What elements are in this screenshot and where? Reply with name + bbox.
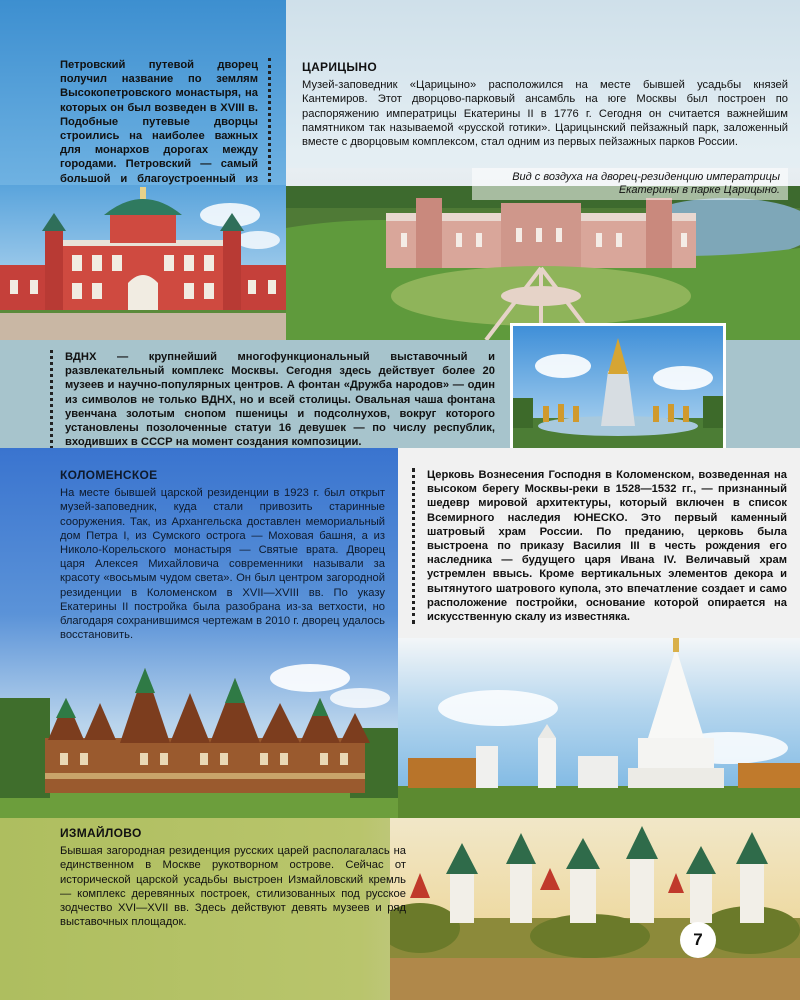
kolomenskoe-heading: КОЛОМЕНСКОЕ — [60, 468, 158, 482]
tsaritsyno-section — [286, 0, 800, 340]
petrovsky-palace-photo — [0, 185, 286, 340]
izmailovo-heading: ИЗМАЙЛОВО — [60, 826, 142, 840]
vdnh-text: ВДНХ — крупнейший многофункциональный выставочный и развлекательный комплекс Москвы. Сегодня здесь действует более 20 музеев и научно-популярных центров. А фонтан «Дружба народов» — один из символов не только ВДНХ, но и всей столицы. Овальная чаша фонтана увенчана золотым снопом пшеницы и подсолнухов, вокруг которого установлены позолоченные статуи 16 девушек — по числу республик, входивших в СССР на момент создания композиции. — [50, 350, 495, 448]
kolomenskoe-text: На месте бывшей царской резиденции в 1923 г. был открыт музей-заповедник, куда стали привозить старинные сооружения. Так, из Архангельска доставлен мемориальный дом Петра I, из Сумского острога — Моховая башня, а из Николо-Корельского монастыря — Святые врата. Дворец царя Алексея Михайловича современники называли за красоту «восьмым чудом света». Он был центром загородной резиденции в Коломенском в XVII—XVIII вв. По указу Екатерины II постройка была разобрана из-за ветхости, но благодаря сохранившимся чертежам в 2010 г. дворец удалось восстановить. — [60, 487, 385, 642]
voznesenie-text: Церковь Вознесения Господня в Коломенском, возведенная на высоком берегу Москвы-реки в 1528—1532 гг., — признанный шедевр мировой архитектуры, который включен в список Всемирного наследия ЮНЕСКО. Это первый каменный шатровый храм России. По преданию, церковь была выстроена по приказу Василия III в честь рождения его наследника — будущего царя Ивана IV. Величавый храм устремлен ввысь. Кроме вертикальных элементов декора и вытянутого шатрового купола, это впечатление создает и само расположение постройки, основание которой опирается на искусственную скалу из известняка. — [412, 468, 787, 624]
vdnh-fountain-photo — [510, 323, 726, 451]
kolomenskoe-palace-photo — [0, 648, 398, 818]
izmailovo-section — [0, 818, 800, 1000]
voznesenie-church-photo — [398, 638, 800, 818]
izmailovo-kremlin-photo — [390, 818, 800, 1000]
tsaritsyno-caption: Вид с воздуха на дворец-резиденцию императрицы Екатерины в парке Царицыно. — [472, 168, 788, 200]
petrovsky-text: Петровский путевой дворец получил название по землям Высокопетровского монастыря, на которых он был возведен в XVIII в. Подобные путевые дворцы строились на наиболее важных для монархов дорогах между городами. Петровский — самый большой и благоустроенный из — [60, 58, 271, 200]
petrovsky-section — [0, 0, 286, 340]
izmailovo-block — [60, 826, 406, 929]
page-number: 7 — [680, 922, 716, 958]
kolomenskoe-block — [60, 468, 385, 642]
tsaritsyno-text: Музей-заповедник «Царицыно» расположился на месте бывшей усадьбы князей Кантемиров. Этот дворцово-парковый ансамбль на юге Москвы был построен по распоряжению императрицы Екатерины II в 1776 г. Сегодня он считается важнейшим памятником так называемой «русской готики». Царицынский пейзажный парк, заложенный вместе с дворцовым комплексом, стал одним из первых пейзажных парков России. — [302, 79, 788, 149]
voznesenie-section — [398, 448, 800, 818]
izmailovo-text: Бывшая загородная резиденция русских царей располагалась на единственном в Москве рукотворном острове. Сейчас от исторической царской усадьбы выстроен Измайловский кремль — комплекс деревянных построек, стилизованных под русское зодчество XVI—XVII вв. Здесь действуют девять музеев и ряд выставочных площадок. — [60, 845, 406, 929]
kolomenskoe-section — [0, 448, 398, 818]
tsaritsyno-heading: ЦАРИЦЫНО — [302, 60, 377, 74]
tsaritsyno-block — [302, 60, 788, 149]
